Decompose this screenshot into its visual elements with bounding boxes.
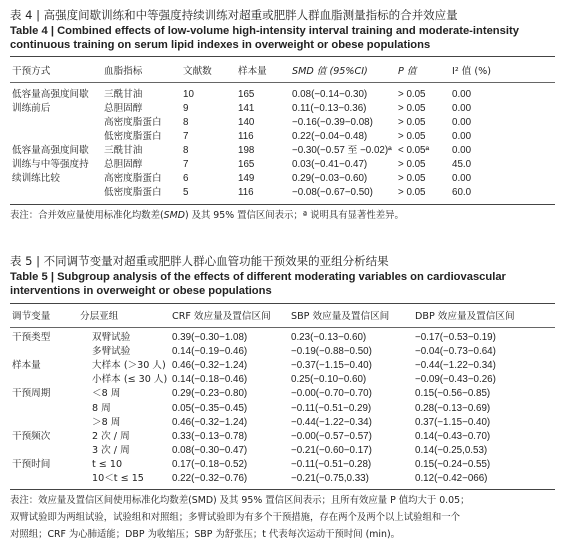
table4-cell-lipid: 三酰甘油: [104, 145, 143, 156]
table4-header-smd: SMD 值 (95%CI): [292, 66, 368, 77]
table5-cell-crf: 0.46(−0.32−1.24): [172, 417, 248, 428]
table5-header-crf: CRF 效应量及置信区间: [172, 311, 271, 322]
table4-cell-p: > 0.05: [398, 89, 426, 100]
table5-cell-var: 干预时间: [12, 459, 51, 470]
table4-cell-smd: 0.08(−0.14−0.30): [292, 89, 368, 100]
table4-header-sample: 样本量: [238, 66, 267, 77]
table5-cell-crf: 0.08(−0.30−0.47): [172, 445, 248, 456]
table4-cell-sample: 116: [238, 131, 254, 142]
table4-cell-smd: 0.03(−0.41−0.47): [292, 159, 368, 170]
table4-cell-smd: −0.08(−0.67−0.50): [292, 187, 373, 198]
table4-group2-label-line1: 低容量高强度间歇: [12, 145, 89, 156]
table4-cell-sample: 165: [238, 89, 255, 100]
table5-cell-dbp: 0.15(−0.24−0.55): [415, 459, 491, 470]
table4-group1-label-line2: 训练前后: [12, 103, 51, 114]
table5-cell-sub: 8 周: [92, 403, 111, 414]
table5-header-sbp: SBP 效应量及置信区间: [291, 311, 390, 322]
table5-cell-sub: 2 次 / 周: [92, 431, 130, 442]
table5-cell-crf: 0.39(−0.30−1.08): [172, 332, 248, 343]
table5-header-dbp: DBP 效应量及置信区间: [415, 311, 515, 322]
table5-title-cn: 表 5 | 不同调节变量对超重或肥胖人群心血管功能干预效果的亚组分析结果: [10, 254, 389, 268]
table5-cell-crf: 0.14(−0.18−0.46): [172, 374, 248, 385]
table4-title-cn: 表 4 | 高强度间歇训练和中等强度持续训练对超重或肥胖人群血脂测量指标的合并效应量: [10, 8, 458, 22]
table5-cell-dbp: −0.44(−1.22−0.34): [415, 360, 496, 371]
table4-header-rule: [10, 82, 555, 83]
table5-cell-crf: 0.05(−0.35−0.45): [172, 403, 248, 414]
table4-header-lipid: 血脂指标: [104, 66, 143, 77]
table5-title-en-line2: interventions in overweight or obese populations: [10, 285, 272, 297]
table4-cell-i2: 0.00: [452, 145, 472, 156]
table5-cell-dbp: 0.28(−0.13−0.69): [415, 403, 491, 414]
table4-cell-smd: −0.16(−0.39−0.08): [292, 117, 373, 128]
table5-cell-crf: 0.29(−0.23−0.80): [172, 388, 248, 399]
table5-cell-crf: 0.14(−0.19−0.46): [172, 346, 248, 357]
table4-cell-studies: 7: [183, 159, 189, 170]
table5-cell-sub: 10＜t ≤ 15: [92, 473, 144, 484]
table5-cell-dbp: 0.14(−0.25,0.53): [415, 445, 488, 456]
table5-cell-sbp: 0.23(−0.13−0.60): [291, 332, 367, 343]
table5-cell-dbp: 0.12(−0.42−066): [415, 473, 488, 484]
table4-cell-i2: 0.00: [452, 103, 472, 114]
table5-cell-crf: 0.46(−0.32−1.24): [172, 360, 248, 371]
table5-cell-sbp: −0.21(−0.75,0.33): [291, 473, 369, 484]
table4-cell-sample: 140: [238, 117, 255, 128]
table4-cell-studies: 9: [183, 103, 189, 114]
table5-cell-var: 干预类型: [12, 332, 51, 343]
table4-cell-lipid: 高密度脂蛋白: [104, 117, 162, 128]
table5-cell-sub: 大样本 (＞30 人): [92, 360, 166, 371]
table4-cell-sample: 198: [238, 145, 255, 156]
table5-cell-sbp: 0.25(−0.10−0.60): [291, 374, 367, 385]
table5-top-rule: [10, 303, 555, 304]
table5-header-var: 调节变量: [12, 311, 51, 322]
table5-cell-sbp: −0.11(−0.51−0.29): [291, 403, 372, 414]
table5-cell-dbp: −0.04(−0.73−0.64): [415, 346, 496, 357]
table4-cell-p: > 0.05: [398, 103, 426, 114]
table5-cell-sub: ＜8 周: [92, 388, 121, 399]
table4-cell-smd: 0.11(−0.13−0.36): [292, 103, 367, 114]
table5-cell-crf: 0.22(−0.32−0.76): [172, 473, 248, 484]
table4-group2-label-line2: 训练与中等强度持: [12, 159, 89, 170]
table4-cell-smd: 0.22(−0.04−0.48): [292, 131, 368, 142]
table5-cell-var: 干预周期: [12, 388, 51, 399]
table4-cell-lipid: 三酰甘油: [104, 89, 143, 100]
table4-cell-lipid: 总胆固醇: [104, 103, 143, 114]
table4-group1-label-line1: 低容量高强度间歇: [12, 89, 89, 100]
table4-cell-sample: 165: [238, 159, 255, 170]
table4-cell-lipid: 低密度脂蛋白: [104, 131, 162, 142]
table5-header-sub: 分层亚组: [80, 311, 119, 322]
table4-cell-i2: 0.00: [452, 117, 472, 128]
table4-cell-i2: 45.0: [452, 159, 472, 170]
table5-cell-sbp: −0.11(−0.51−0.28): [291, 459, 372, 470]
table4-cell-lipid: 总胆固醇: [104, 159, 143, 170]
table5-cell-dbp: −0.09(−0.43−0.26): [415, 374, 496, 385]
table4-cell-i2: 0.00: [452, 131, 472, 142]
table5-cell-var: 干预频次: [12, 431, 51, 442]
table5-cell-sbp: −0.19(−0.88−0.50): [291, 346, 372, 357]
table4-cell-sample: 149: [238, 173, 255, 184]
table4-cell-p: > 0.05: [398, 187, 426, 198]
table4-title-en-line1: Table 4 | Combined effects of low-volume high-intensity interval training and moderate-intensity: [10, 25, 519, 37]
table5-cell-sbp: −0.37(−1.15−0.40): [291, 360, 372, 371]
table4-header-i2: I² 值 (%): [452, 66, 491, 77]
table5-cell-crf: 0.17(−0.18−0.52): [172, 459, 248, 470]
table4-cell-smd: 0.29(−0.03−0.60): [292, 173, 368, 184]
table4-cell-p: > 0.05: [398, 131, 426, 142]
table4-cell-studies: 5: [183, 187, 189, 198]
table4-cell-lipid: 低密度脂蛋白: [104, 187, 162, 198]
table5-header-rule: [10, 327, 555, 328]
table5-cell-sub: ＞8 周: [92, 417, 121, 428]
table4-cell-smd: −0.30(−0.57 至 −0.02)ª: [292, 145, 392, 156]
table4-footnote: 表注：合并效应量使用标准化均数差(SMD) 及其 95% 置信区间表示；ª 说明具有显著性差异。: [10, 210, 404, 221]
table4-bottom-rule: [10, 204, 555, 205]
table5-cell-dbp: 0.14(−0.43−0.70): [415, 431, 491, 442]
table4-cell-p: > 0.05: [398, 117, 426, 128]
table5-cell-sub: 多臂试验: [92, 346, 131, 357]
table4-cell-sample: 141: [238, 103, 255, 114]
table5-cell-sbp: −0.44(−1.22−0.34): [291, 417, 372, 428]
table5-cell-sbp: −0.00(−0.57−0.57): [291, 431, 372, 442]
table4-cell-studies: 8: [183, 145, 189, 156]
table5-bottom-rule: [10, 489, 555, 490]
table4-cell-studies: 6: [183, 173, 189, 184]
table4-title-en-line2: continuous training on serum lipid indexes in overweight or obese populations: [10, 39, 431, 51]
table4-cell-sample: 116: [238, 187, 254, 198]
table4-cell-p: > 0.05: [398, 159, 426, 170]
table4-cell-p: > 0.05: [398, 173, 426, 184]
table4-cell-i2: 0.00: [452, 173, 472, 184]
table4-cell-studies: 8: [183, 117, 189, 128]
table5-cell-sub: 3 次 / 周: [92, 445, 130, 456]
table5-title-en-line1: Table 5 | Subgroup analysis of the effects of different moderating variables on cardiovascular: [10, 271, 506, 283]
table5-cell-sub: t ≤ 10: [92, 459, 123, 470]
table4-top-rule: [10, 56, 555, 57]
table5-cell-sbp: −0.21(−0.60−0.17): [291, 445, 372, 456]
table4-cell-studies: 7: [183, 131, 189, 142]
table4-group2-label-line3: 续训练比较: [12, 173, 60, 184]
table4-cell-studies: 10: [183, 89, 194, 100]
table4-header-p: P 值: [398, 66, 417, 77]
table5-cell-dbp: 0.37(−1.15−0.40): [415, 417, 491, 428]
table5-footnote-line3: 对照组；CRF 为心肺适能；DBP 为收缩压；SBP 为舒张压；t 代表每次运动干预时间 (min)。: [10, 529, 400, 540]
table4-header-intervention: 干预方式: [12, 66, 51, 77]
table4-cell-i2: 0.00: [452, 89, 472, 100]
table5-cell-sub: 双臂试验: [92, 332, 131, 343]
table5-footnote-line1: 表注：效应量及置信区间使用标准化均数差(SMD) 及其 95% 置信区间表示；且所有效应量 P 值均大于 0.05；: [10, 495, 470, 506]
table5-cell-dbp: −0.17(−0.53−0.19): [415, 332, 496, 343]
table5-cell-sub: 小样本 (≤ 30 人): [92, 374, 168, 385]
table5-cell-dbp: 0.15(−0.56−0.85): [415, 388, 491, 399]
table4-cell-i2: 60.0: [452, 187, 472, 198]
table5-cell-sbp: −0.00(−0.70−0.70): [291, 388, 372, 399]
table4-cell-p: < 0.05ª: [398, 145, 430, 156]
table5-cell-crf: 0.33(−0.13−0.78): [172, 431, 248, 442]
table4-header-studies: 文献数: [183, 66, 212, 77]
table5-footnote-line2: 双臂试验即为两组试验，试验组和对照组；多臂试验即为有多个干预措施，存在两个及两个以上试验组和一个: [10, 512, 461, 523]
table4-cell-lipid: 高密度脂蛋白: [104, 173, 162, 184]
table5-cell-var: 样本量: [12, 360, 41, 371]
